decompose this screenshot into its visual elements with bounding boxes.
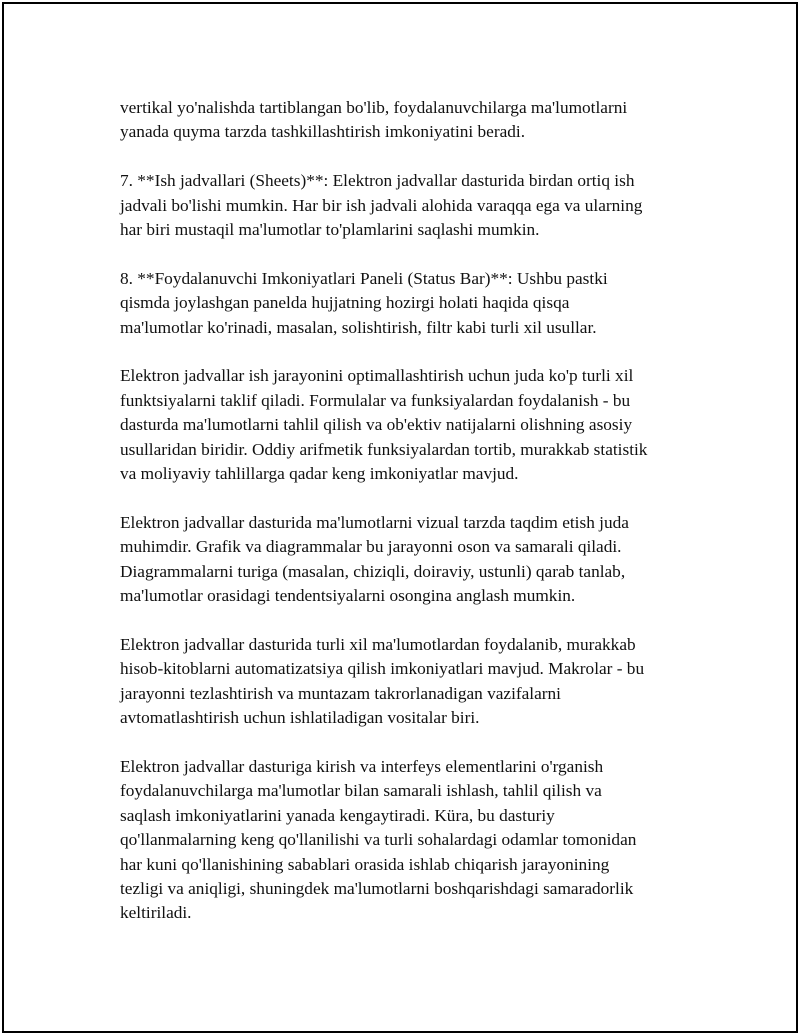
- text-line: Elektron jadvallar dasturida ma'lumotlarni vizual tarzda taqdim etish juda: [120, 512, 629, 532]
- paragraph-4: [120, 364, 700, 486]
- paragraph-7: [120, 755, 700, 926]
- text-line: har biri mustaqil ma'lumotlar to'plamlarini saqlashi mumkin.: [120, 220, 540, 240]
- text-line: har kuni qo'llanishining sabablari orasida ishlab chiqarish jarayonining: [120, 854, 610, 874]
- text-line: jadvali bo'lishi mumkin. Har bir ish jadvali alohida varaqqa ega va ularning: [120, 195, 643, 215]
- text-line: vertikal yo'nalishda tartiblangan bo'lib, foydalanuvchilarga ma'lumotlarni: [120, 98, 628, 117]
- text-line: saqlash imkoniyatlarini yanada kengaytiradi. Küra, bu dasturiy: [120, 805, 555, 825]
- paragraph-5: [120, 511, 700, 609]
- text-line: avtomatlashtirish uchun ishlatiladigan vositalar biri.: [120, 708, 480, 728]
- text-line: dasturda ma'lumotlarni tahlil qilish va ob'ektiv natijalarni olishning asosiy: [120, 415, 633, 435]
- page-frame: [2, 2, 798, 1033]
- text-line: usullaridan biridir. Oddiy arifmetik funksiyalardan tortib, murakkab statistik: [120, 439, 648, 459]
- text-line: Elektron jadvallar dasturida turli xil ma'lumotlardan foydalanib, murakkab: [120, 634, 636, 654]
- text-line: foydalanuvchilarga ma'lumotlar bilan samarali ishlash, tahlil qilish va: [120, 781, 602, 801]
- text-line: 8. **Foydalanuvchi Imkoniyatlari Paneli (Status Bar)**: Ushbu pastki: [120, 268, 608, 288]
- text-line: keltiriladi.: [120, 903, 192, 923]
- text-line: ma'lumotlar ko'rinadi, masalan, solishtirish, filtr kabi turli xil usullar.: [120, 317, 597, 337]
- text-line: qo'llanmalarning keng qo'llanilishi va turli sohalardagi odamlar tomonidan: [120, 830, 637, 850]
- paragraph-6: [120, 633, 700, 731]
- text-line: muhimdir. Grafik va diagrammalar bu jarayonni oson va samarali qiladi.: [120, 537, 622, 557]
- text-line: Diagrammalarni turiga (masalan, chiziqli, doiraviy, ustunli) qarab tanlab,: [120, 561, 626, 581]
- text-line: jarayonni tezlashtirish va muntazam takrorlanadigan vazifalarni: [120, 683, 561, 703]
- text-line: 7. **Ish jadvallari (Sheets)**: Elektron jadvallar dasturida birdan ortiq ish: [120, 171, 635, 191]
- text-line: funktsiyalarni taklif qiladi. Formulalar va funksiyalardan foydalanish - bu: [120, 390, 631, 410]
- text-line: hisob-kitoblarni automatizatsiya qilish imkoniyatlari mavjud. Makrolar - bu: [120, 659, 645, 679]
- text-line: Elektron jadvallar ish jarayonini optimallashtirish uchun juda ko'p turli xil: [120, 366, 634, 386]
- paragraph-1: [120, 96, 700, 145]
- text-line: Elektron jadvallar dasturiga kirish va interfeys elementlarini o'rganish: [120, 756, 604, 776]
- paragraph-2: [120, 169, 700, 242]
- text-line: tezligi va aniqligi, shuningdek ma'lumotlarni boshqarishdagi samaradorlik: [120, 878, 634, 898]
- text-line: va moliyaviy tahlillarga qadar keng imkoniyatlar mavjud.: [120, 464, 519, 484]
- text-line: qismda joylashgan panelda hujjatning hozirgi holati haqida qisqa: [120, 293, 570, 313]
- text-line: ma'lumotlar orasidagi tendentsiyalarni osongina anglash mumkin.: [120, 586, 576, 606]
- paragraph-3: [120, 267, 700, 340]
- text-line: yanada quyma tarzda tashkillashtirish imkoniyatini beradi.: [120, 122, 526, 142]
- document-body: [120, 96, 700, 950]
